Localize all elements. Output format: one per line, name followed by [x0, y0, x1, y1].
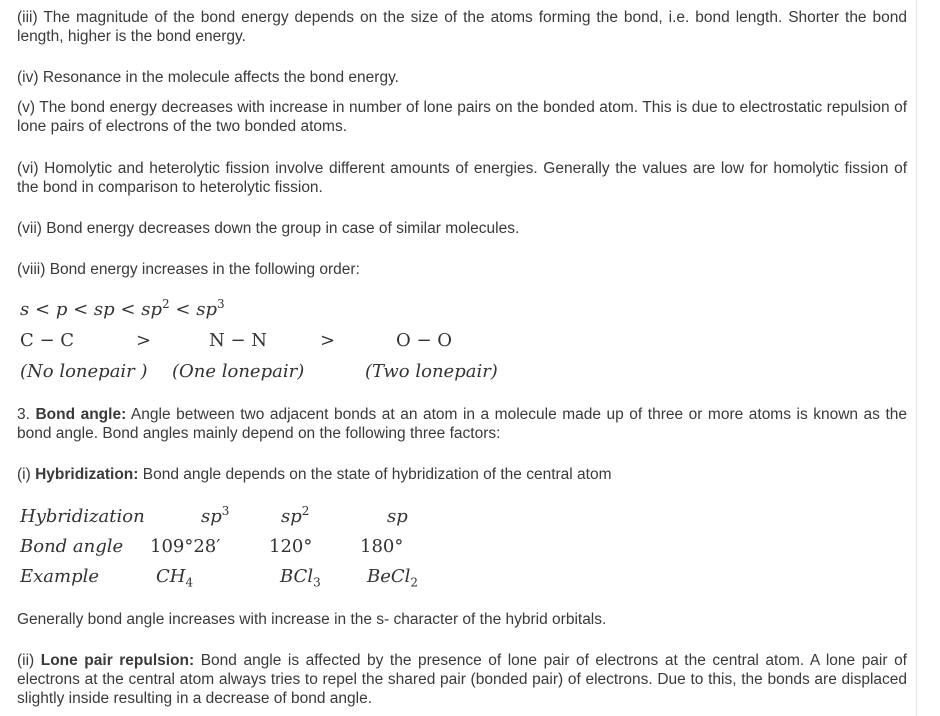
bond-nn: N − N — [209, 330, 268, 351]
cell-example-becl2: BeCl$_2$ — [367, 566, 419, 590]
paragraph-lone-pairs: (v) The bond energy decreases with increase in number of lone pairs on the bonded atom. This is due to electrostatic repulsion of lone pairs of electrons of the two bonded atoms. — [17, 99, 907, 135]
cell-example-ch4: $CH_4$ — [156, 566, 194, 590]
paragraph-s-character: Generally bond angle increases with increase in the s- character of the hybrid orbitals. — [17, 611, 607, 628]
section-number: 3. — [17, 406, 30, 423]
cell-example-bcl3: BCl$_3$ — [280, 566, 321, 590]
paragraph-order-intro: (viii) Bond energy increases in the following order: — [17, 261, 360, 278]
label-two-lonepair: (Two lonepair) — [365, 361, 498, 382]
paragraph-hybridization: (i) Hybridization: Bond angle depends on the state of hybridization of the central atom — [17, 466, 612, 483]
row-label-hybridization: Hybridization — [20, 506, 145, 527]
bond-oo: O − O — [396, 330, 453, 351]
hybridization-title: Hybridization: — [35, 466, 139, 483]
paragraph-bond-length: (iii) The magnitude of the bond energy depends on the size of the atoms forming the bond, i.e. bond length. Shorter the bond length, higher is the bond energy. — [17, 9, 907, 45]
greater-than-1: > — [136, 330, 152, 351]
section-text: Angle between two adjacent bonds at an atom in a molecule made up of three or more atoms is known as the bond angle. Bond angles mainly depend on the following three factors: — [17, 406, 907, 442]
section-title: Bond angle: — [35, 406, 127, 423]
greater-than-2: > — [320, 330, 336, 351]
cell-sp3: $sp^3$ — [201, 504, 230, 527]
row-label-bond-angle: Bond angle — [20, 536, 124, 557]
cell-sp: sp — [387, 506, 408, 527]
row-label-example: Example — [20, 566, 100, 587]
label-one-lonepair: (One lonepair) — [172, 361, 305, 382]
paragraph-lone-pair-repulsion: (ii) Lone pair repulsion: Bond angle is affected by the presence of lone pair of electrons at the central atom. A lone pair of electrons at the central atom always tries to repel the shared pair (bonded pair) of electrons. Due to this, the bonds are displaced slightly inside resulting in a decrease of bond angle. — [17, 652, 907, 707]
orbital-order-expression: s < p < sp < $sp^2 < sp^3$ — [20, 297, 225, 320]
paragraph-fission: (vi) Homolytic and heterolytic fission involve different amounts of energies. Generally the values are low for homolytic fission of the bond in comparison to heterolytic fission. — [17, 160, 907, 196]
label-no-lonepair: (No lonepair ) — [20, 361, 148, 382]
section-bond-angle — [17, 405, 907, 443]
cell-angle-sp2: 120° — [269, 536, 313, 557]
bond-cc: C − C — [20, 330, 75, 351]
paragraph-down-group: (vii) Bond energy decreases down the group in case of similar molecules. — [17, 220, 520, 237]
cell-sp2: $sp^2$ — [281, 504, 310, 527]
lone-pair-title: Lone pair repulsion: — [40, 652, 195, 669]
paragraph-resonance: (iv) Resonance in the molecule affects the bond energy. — [17, 69, 399, 86]
cell-angle-sp3: 109°28′ — [150, 536, 221, 557]
cell-angle-sp: 180° — [360, 536, 404, 557]
